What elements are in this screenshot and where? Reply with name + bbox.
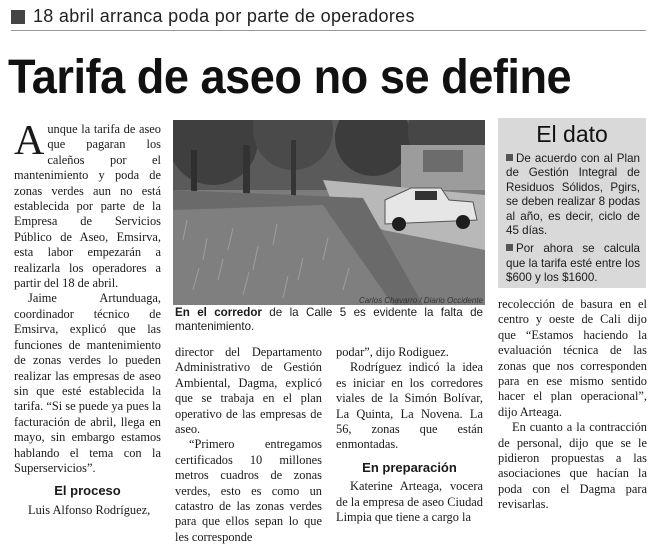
photo-caption xyxy=(175,306,483,334)
kicker xyxy=(11,6,415,27)
street-photo-illustration xyxy=(173,120,485,305)
photo-credit: Carlos Chavarro / Diario Occidente xyxy=(358,296,483,305)
subheading-el-proceso: El proceso xyxy=(54,483,121,499)
paragraph: Luis Alfonso Rodríguez, xyxy=(28,502,151,517)
dato-item-text: De acuerdo con al Plan de Gestión Integral de Residuos Sólidos, Pgirs, se deben realizar 8 podas al año, es decir, ciclo de 45 días. xyxy=(506,152,640,238)
bullet-square-icon xyxy=(506,244,513,251)
el-dato-title: El dato xyxy=(536,121,608,147)
headline: Tarifa de aseo no se define xyxy=(8,51,572,104)
kicker-square-icon xyxy=(11,10,25,24)
column-3 xyxy=(336,345,483,525)
paragraph: En cuanto a la contracción de personal, dijo que se le pidieron propuestas a las asociaciones que hacían la poda con el Dagma para revisarlas. xyxy=(498,420,647,512)
lead-paragraph xyxy=(14,118,161,291)
street-photo xyxy=(173,120,485,305)
paragraph: “Primero entregamos certificados 10 millones metros cuadros de zonas verdes, esto es como un catastro de las zonas verdes para que ellos sepan lo que les corresponde xyxy=(175,437,322,544)
drop-cap: A xyxy=(14,118,45,164)
paragraph: Katerine Arteaga, vocera de la empresa de aseo Ciudad Limpia que tiene a cargo la xyxy=(336,479,483,525)
caption-text: de la Calle 5 es evidente la falta de mantenimiento. xyxy=(175,306,483,333)
paragraph: recolección de basura en el centro y oeste de Cali dijo que “Estamos haciendo la evaluación técnica de las zonas que nos corresponden para en ese mismo sentido hacer el plan operacional”, dijo Arteaga. xyxy=(498,297,647,419)
column-4 xyxy=(498,297,647,513)
dato-item-text: Por ahora se calcula que la tarifa esté entre los $600 y los $1600. xyxy=(506,242,640,285)
bullet-square-icon xyxy=(506,154,513,161)
paragraph: Jaime Artunduaga, coordinador técnico de Emsirva, explicó que las funciones de mantenimiento de zonas verdes lo pueden realizar las empresas de aseo sin que esté establecida la tarifa. “Si se puede ya pues la facturación de abril, llega en mayo, sin embargo estamos hablando el tema con la Superservicios”. xyxy=(14,291,161,475)
kicker-text: 18 abril arranca poda por parte de operadores xyxy=(33,6,415,26)
kicker-rule xyxy=(11,30,646,31)
dato-item xyxy=(498,242,646,285)
lead-text: unque la tarifa de aseo que pagaran los caleños por el mantenimiento y poda de zonas verdes aun no está establecida por parte de la Empresa de Servicios Público de Aseo, Emsirva, esta labor empezarán a realizarla los operadores a partir del 18 de abril. xyxy=(14,122,161,291)
paragraph: Rodríguez indicó la idea es iniciar en los corredores viales de la Simón Bolívar, La Quinta, La Novena. La 56, zonas que están enmontadas. xyxy=(336,360,483,452)
paragraph: director del Departamento Administrativo de Gestión Ambiental, Dagma, explicó que se trabaja en el plan operativo de las empresas de aseo. xyxy=(175,345,322,437)
el-dato-box xyxy=(498,118,646,288)
subheading-en-preparacion: En preparación xyxy=(362,459,457,475)
column-2 xyxy=(175,345,322,545)
caption-bold: En el corredor xyxy=(175,306,262,319)
paragraph: podar”, dijo Rodiguez. xyxy=(336,345,449,359)
column-1 xyxy=(14,118,161,518)
dato-item xyxy=(498,152,646,238)
